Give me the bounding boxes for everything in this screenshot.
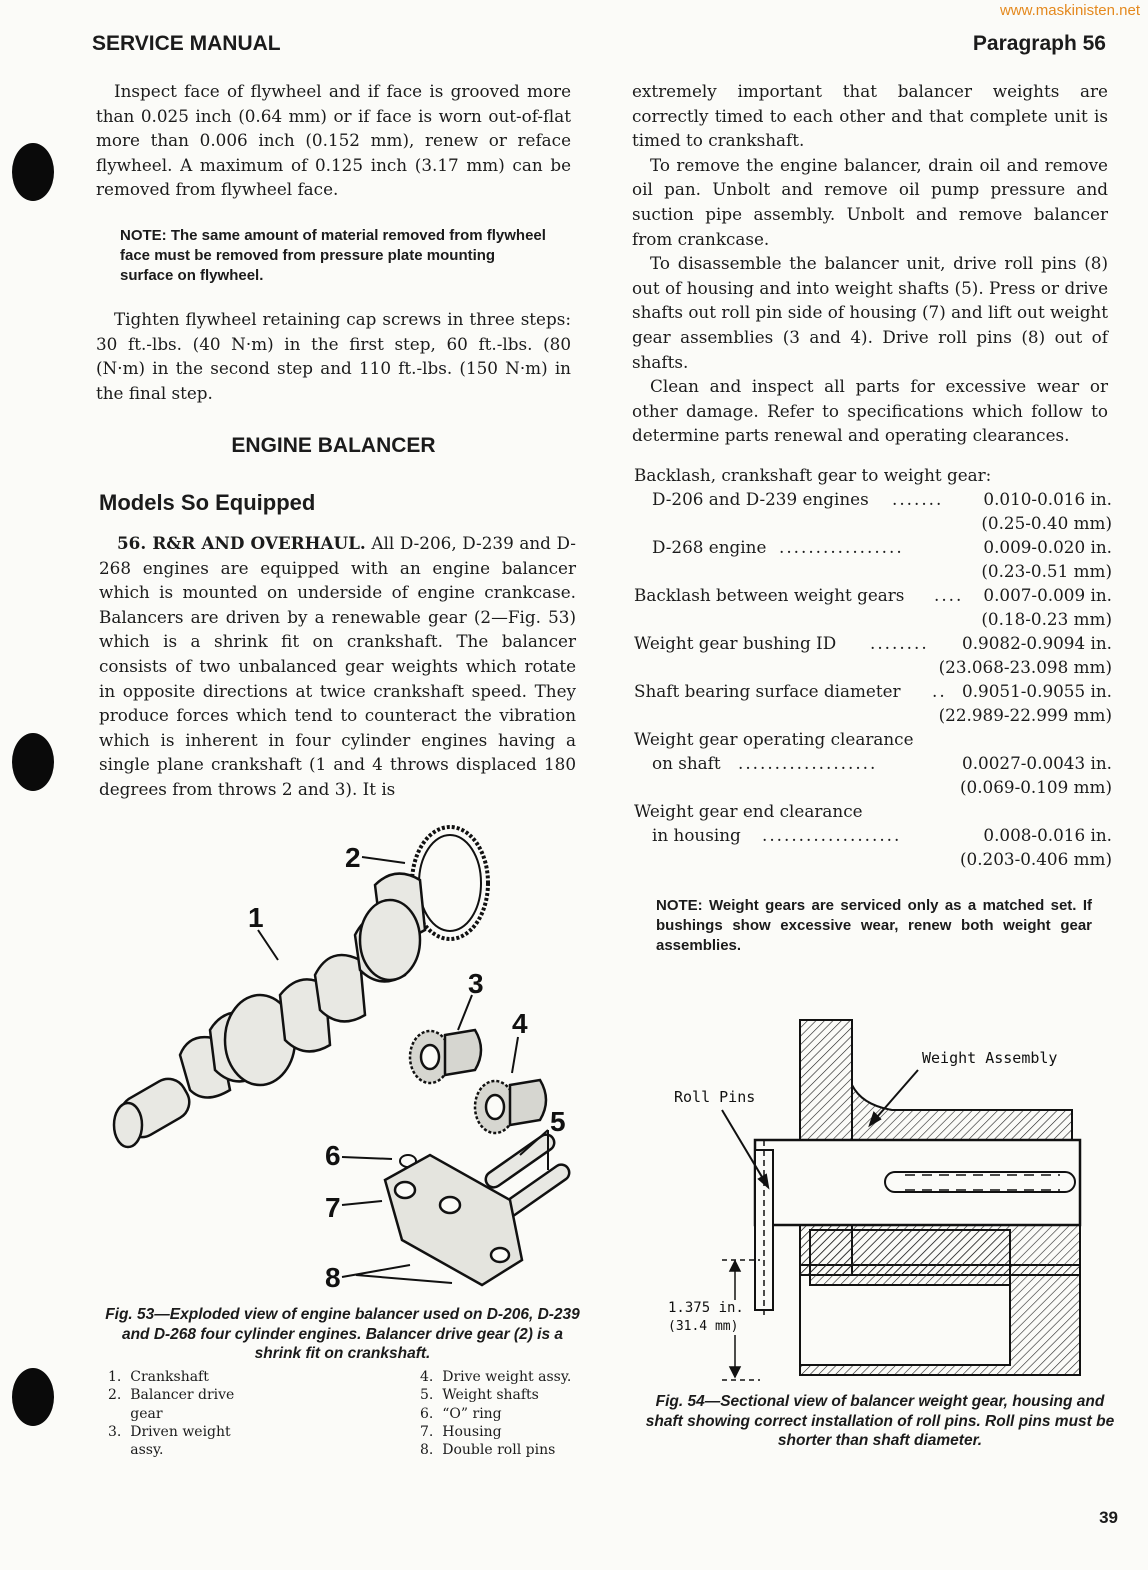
spec-metric: (0.25-0.40 mm) <box>981 513 1112 533</box>
spec-metric: (0.069-0.109 mm) <box>959 777 1112 797</box>
spec-metric: (0.18-0.23 mm) <box>981 609 1112 629</box>
callout-7: 7 <box>325 1192 341 1223</box>
legend-item: 1. Crankshaft <box>108 1369 209 1385</box>
drive-weight-assembly <box>475 1080 546 1133</box>
figure-54-illustration <box>660 1015 1100 1385</box>
legend-item: 4. Drive weight assy. <box>420 1369 572 1385</box>
running-header: SERVICE MANUAL <box>92 32 281 55</box>
callout-5: 5 <box>550 1106 566 1137</box>
subsection-heading: Models So Equipped <box>99 490 316 515</box>
legend-item: 8. Double roll pins <box>420 1442 556 1459</box>
driven-weight-assembly <box>410 1030 481 1083</box>
spec-row: Weight gear end clearance <box>634 801 863 821</box>
paragraph-lead: 56. R&R AND OVERHAUL. <box>117 533 366 553</box>
section-heading: ENGINE BALANCER <box>231 434 436 457</box>
binder-hole <box>12 733 54 791</box>
spec-row: D-268 engine ................. 0.009-0.020 in. <box>652 537 1112 557</box>
callout-8: 8 <box>325 1262 341 1293</box>
right-column <box>632 79 1108 448</box>
specifications <box>634 463 1112 871</box>
spec-row: Weight gear operating clearance <box>634 729 914 749</box>
figure-54-caption: Fig. 54—Sectional view of balancer weight gear, housing and shaft showing correct installation of roll pins. Roll pins must be shorter than shaft diameter. <box>645 1393 1115 1449</box>
note: NOTE: Weight gears are serviced only as a matched set. If bushings show excessive wear, renew both weight gear assemblies. <box>656 897 1092 954</box>
callout-6: 6 <box>325 1140 341 1171</box>
paragraph: Clean and inspect all parts for excessive wear or other damage. Refer to specifications which follow to determine parts renewal and operating clearances. <box>632 376 1108 446</box>
left-column <box>99 531 576 802</box>
paragraph: To remove the engine balancer, drain oil and remove oil pan. Unbolt and remove oil pump pressure and suction pipe assembly. Unbolt and remove balancer from crankcase. <box>632 154 1108 249</box>
legend-item: 6. “O” ring <box>420 1405 502 1422</box>
crankshaft <box>114 874 425 1147</box>
spec-metric: (22.989-22.999 mm) <box>938 705 1112 725</box>
page-number: 39 <box>1099 1508 1118 1527</box>
paragraph: To disassemble the balancer unit, drive roll pins (8) out of housing and into weight shafts (5). Press or drive shafts out roll pin side of housing (7) and lift out weight gear assemblies (3 and 4). Drive roll pins (8) out of shafts. <box>632 253 1108 372</box>
callout-1: 1 <box>248 902 264 933</box>
legend-item: 3. Driven weight <box>108 1423 231 1440</box>
spec-row: Shaft bearing surface diameter .. 0.9051-0.9055 in. <box>634 681 1112 701</box>
figure-53-legend-right <box>420 1368 590 1459</box>
label-weight-assembly: Weight Assembly <box>922 1049 1058 1067</box>
paragraph: extremely important that balancer weights are correctly timed to each other and that complete unit is timed to crankshaft. <box>632 81 1108 151</box>
spec-row: in housing ................... 0.008-0.016 in. <box>652 825 1112 845</box>
binder-hole <box>12 1368 54 1426</box>
paragraph-header: Paragraph 56 <box>972 32 1106 55</box>
paragraph <box>99 531 576 802</box>
label-roll-pins: Roll Pins <box>674 1088 756 1106</box>
callout-3: 3 <box>468 968 484 999</box>
note: NOTE: The same amount of material removed from flywheel face must be removed from pressure plate mounting surface on flywheel. <box>120 227 546 284</box>
figure-53-caption: Fig. 53—Exploded view of engine balancer used on D-206, D-239 and D-268 four cylinder engines. Balancer drive gear (2) is a shrink fit on crankshaft. <box>105 1306 580 1362</box>
left-column <box>96 79 571 202</box>
legend-item: assy. <box>108 1442 164 1459</box>
legend-item: 5. Weight shafts <box>420 1387 539 1404</box>
dimension-in: 1.375 in. <box>668 1300 744 1316</box>
callout-2: 2 <box>345 842 361 873</box>
legend-item: 2. Balancer drive <box>108 1387 235 1404</box>
spec-row: D-206 and D-239 engines ....... 0.010-0.016 in. <box>652 489 1112 509</box>
figure-53-legend-left <box>108 1368 308 1459</box>
spec-metric: (0.203-0.406 mm) <box>959 849 1112 869</box>
paragraph: Inspect face of flywheel and if face is grooved more than 0.025 inch (0.64 mm) or if face is worn out-of-flat more than 0.006 inch (0.152 mm), renew or reface flywheel. A maximum of 0.125 inch (3.17 mm) can be removed from flywheel face. <box>96 81 571 200</box>
paragraph: Tighten flywheel retaining cap screws in three steps: 30 ft.-lbs. (40 N·m) in the first step, 60 ft.-lbs. (80 (N·m) in the second step and 110 ft.-lbs. (150 N·m) in the final step. <box>96 309 571 403</box>
figure-53-illustration <box>100 825 580 1305</box>
legend-item: 7. Housing <box>420 1423 502 1440</box>
paragraph-body: All D-206, D-239 and D-268 engines are equipped with an engine balancer which is mounted on underside of engine crankcase. Balancers are driven by a renewable gear (2—Fig. 53) which is a shrink fit on crankshaft. The balancer consists of two unbalanced gear weights which rotate in opposite directions at twice crankshaft speed. They produce forces which tend to counteract the vibration which is inherent in four cylinder engines having a single plane crankshaft (1 and 4 throws displaced 180 degrees from throws 2 and 3). It is <box>99 533 576 799</box>
spec-row: Weight gear bushing ID ........ 0.9082-0.9094 in. <box>634 633 1112 653</box>
spec-metric: (0.23-0.51 mm) <box>981 561 1112 581</box>
spec-row: on shaft ................... 0.0027-0.0043 in. <box>652 753 1112 773</box>
spec-title: Backlash, crankshaft gear to weight gear: <box>634 465 992 485</box>
left-column <box>96 307 571 405</box>
watermark: www.maskinisten.net <box>999 2 1140 19</box>
callout-4: 4 <box>512 1008 528 1039</box>
weight-gear-section <box>810 1230 1010 1285</box>
binder-hole <box>12 143 54 201</box>
spec-metric: (23.068-23.098 mm) <box>938 657 1112 677</box>
legend-item: gear <box>108 1405 163 1422</box>
spec-row: Backlash between weight gears .... 0.007-0.009 in. <box>634 585 1112 605</box>
dimension-mm: (31.4 mm) <box>668 1319 739 1334</box>
